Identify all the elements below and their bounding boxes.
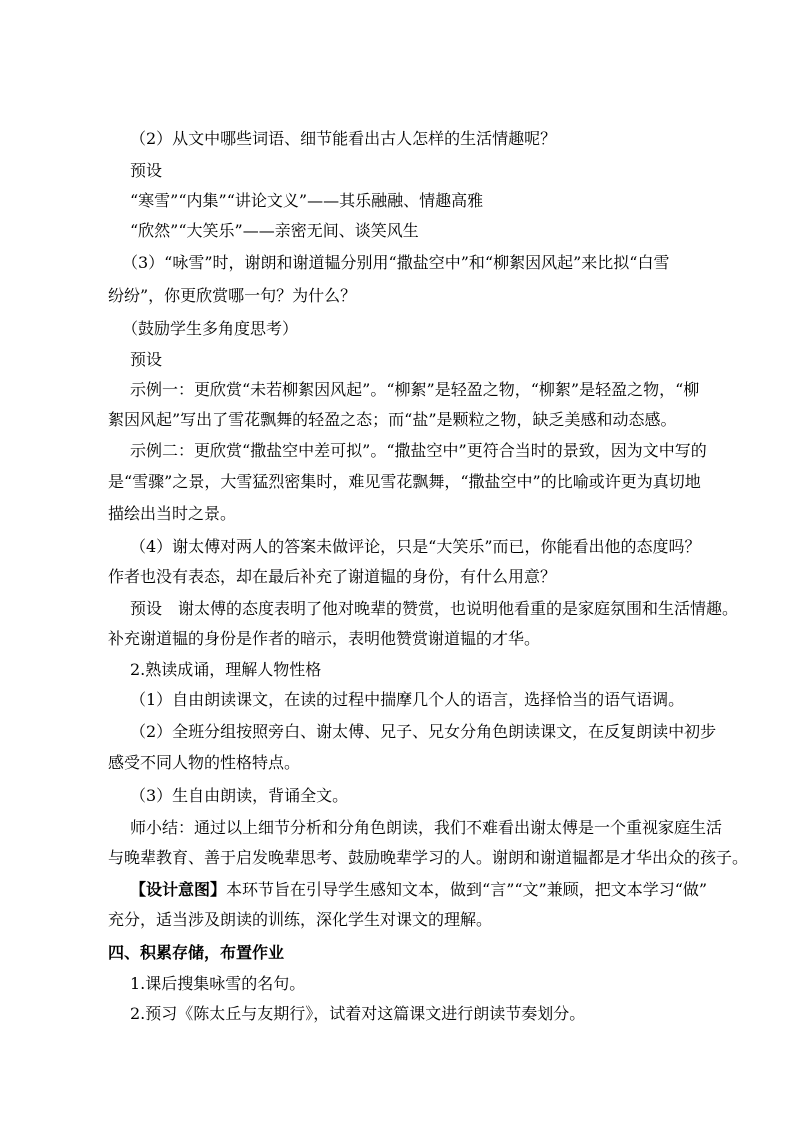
summary-line-2: 与晚辈教育、善于启发晚辈思考、鼓励晚辈学习的人。谢朗和谢道韫都是才华出众的孩子。 bbox=[108, 848, 749, 867]
design-intent-label: 【设计意图】 bbox=[130, 880, 227, 899]
encourage-note: （鼓励学生多角度思考） bbox=[122, 319, 299, 338]
reading-step-3: （3）生自由朗读，背诵全文。 bbox=[130, 786, 349, 805]
preset-label: 预设 bbox=[130, 350, 163, 369]
reading-step-2-line-2: 感受不同人物的性格特点。 bbox=[108, 753, 301, 772]
example-1-line-1: 示例一：更欣赏“未若柳絮因风起”。“柳絮”是轻盈之物，“柳絮”是轻盈之物，“柳 bbox=[130, 380, 700, 399]
preset-label: 预设 bbox=[130, 161, 163, 180]
reading-step-1: （1）自由朗读课文，在读的过程中揣摩几个人的语言，选择恰当的语气语调。 bbox=[130, 690, 685, 709]
question-3-line-1: （3）“咏雪”时，谢朗和谢道韫分别用“撒盐空中”和“柳絮因风起”来比拟“白雪 bbox=[122, 253, 670, 272]
homework-2: 2.预习《陈太丘与友期行》，试着对这篇课文进行朗读节奏划分。 bbox=[130, 1004, 586, 1023]
example-2-line-2: 是“雪骤”之景，大雪猛烈密集时，难见雪花飘舞，“撒盐空中”的比喻或许更为真切地 bbox=[108, 472, 701, 491]
design-intent-line-2: 充分，适当涉及朗读的训练，深化学生对课文的理解。 bbox=[108, 910, 493, 929]
question-2: （2）从文中哪些词语、细节能看出古人怎样的生活情趣呢？ bbox=[130, 129, 557, 148]
preset-answer-2: “欣然”“大笑乐”——亲密无间、谈笑风生 bbox=[130, 221, 419, 240]
preset-answer-1: “寒雪”“内集”“讲论文义”——其乐融融、情趣高雅 bbox=[130, 191, 484, 210]
preset-4-line-1: 预设 谢太傅的态度表明了他对晚辈的赞赏，也说明他看重的是家庭氛围和生活情趣。 bbox=[130, 599, 739, 618]
design-intent-text: 本环节旨在引导学生感知文本，做到“言”“文”兼顾，把文本学习“做” bbox=[226, 880, 708, 899]
subsection-2-heading: 2.熟读成诵，理解人物性格 bbox=[130, 660, 322, 679]
example-2-line-3: 描绘出当时之景。 bbox=[108, 504, 237, 523]
question-4-line-1: （4）谢太傅对两人的答案未做评论，只是“大笑乐”而已，你能看出他的态度吗？ bbox=[130, 537, 701, 556]
question-4-line-2: 作者也没有表态，却在最后补充了谢道韫的身份，有什么用意？ bbox=[108, 567, 557, 586]
reading-step-2-line-1: （2）全班分组按照旁白、谢太傅、兄子、兄女分角色朗读课文，在反复朗读中初步 bbox=[130, 722, 717, 741]
summary-line-1: 师小结：通过以上细节分析和分角色朗读，我们不难看出谢太傅是一个重视家庭生活 bbox=[130, 818, 723, 837]
design-intent-line-1 bbox=[130, 879, 720, 901]
preset-4-line-2: 补充谢道韫的身份是作者的暗示，表明他赞赏谢道韫的才华。 bbox=[108, 629, 541, 648]
question-3-line-2: 纷纷”，你更欣赏哪一句？为什么？ bbox=[108, 286, 357, 305]
section-four-heading: 四、积累存储，布置作业 bbox=[108, 943, 285, 962]
homework-1: 1.课后搜集咏雪的名句。 bbox=[130, 974, 306, 993]
example-1-line-2: 絮因风起”写出了雪花飘舞的轻盈之态；而“盐”是颗粒之物，缺乏美感和动态感。 bbox=[108, 410, 677, 429]
example-2-line-1: 示例二：更欣赏“撒盐空中差可拟”。“撒盐空中”更符合当时的景致，因为文中写的 bbox=[130, 441, 707, 460]
